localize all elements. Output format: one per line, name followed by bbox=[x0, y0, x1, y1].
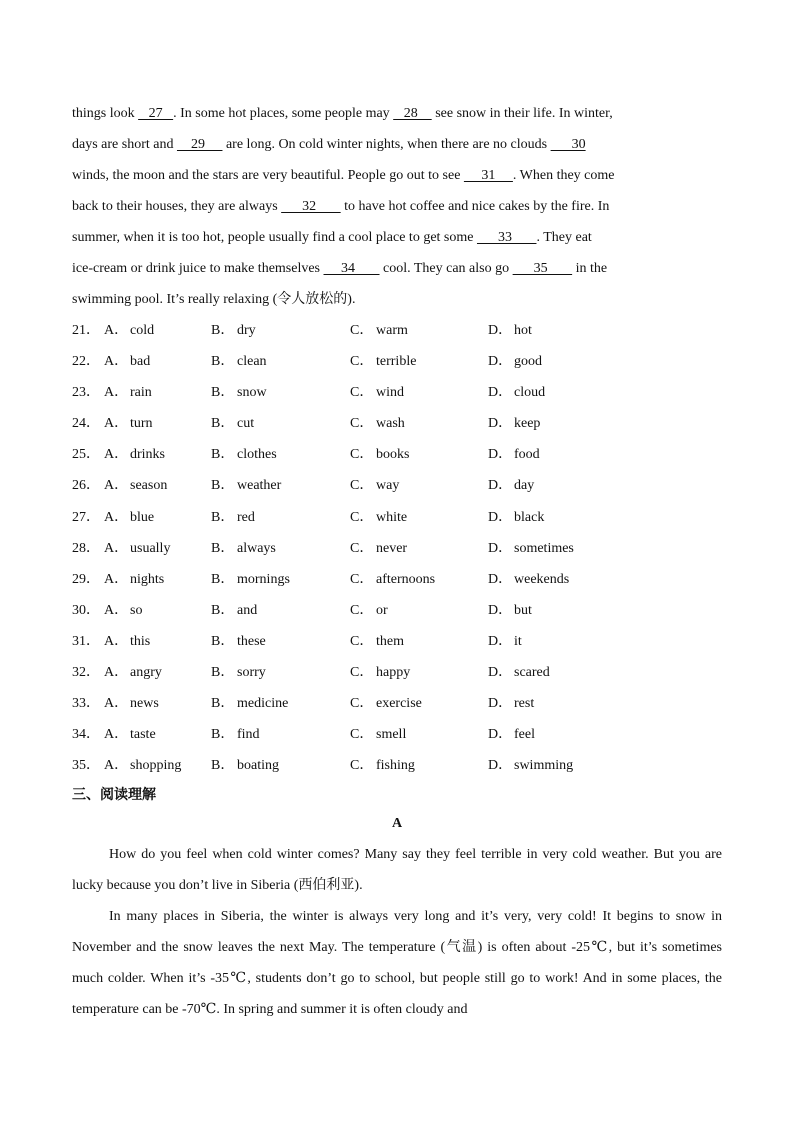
option-c[interactable] bbox=[350, 626, 404, 657]
option-b[interactable] bbox=[211, 657, 266, 688]
exam-page bbox=[72, 98, 722, 1025]
option-a[interactable] bbox=[104, 688, 159, 719]
option-text: them bbox=[376, 633, 404, 649]
question-number: 24． bbox=[72, 416, 100, 432]
question-row bbox=[72, 688, 722, 719]
option-d[interactable] bbox=[488, 595, 532, 626]
option-letter: A． bbox=[104, 416, 129, 432]
option-letter: C． bbox=[350, 447, 374, 463]
cloze-line bbox=[72, 253, 722, 284]
cloze-line bbox=[72, 98, 722, 129]
question-number: 33． bbox=[72, 696, 100, 712]
text: . When they come bbox=[512, 168, 615, 183]
option-a[interactable] bbox=[104, 439, 165, 470]
option-text: feel bbox=[514, 727, 535, 743]
option-letter: B． bbox=[211, 665, 235, 681]
text: How do you feel when cold winter comes? Many say they feel terrible in very cold weather. But you are lucky because you don’t live in Siberia ( bbox=[72, 847, 722, 894]
option-b[interactable] bbox=[211, 564, 290, 595]
option-c[interactable] bbox=[350, 470, 399, 501]
question-number: 28． bbox=[72, 540, 100, 556]
option-letter: D． bbox=[488, 633, 513, 649]
option-text: wind bbox=[376, 385, 404, 401]
option-letter: A． bbox=[104, 633, 129, 649]
option-letter: A． bbox=[104, 447, 129, 463]
option-text: boating bbox=[237, 758, 279, 774]
question-number: 21． bbox=[72, 323, 100, 338]
option-letter: D． bbox=[488, 540, 513, 556]
option-a[interactable] bbox=[104, 346, 150, 377]
blank-32[interactable]: 32 bbox=[281, 199, 341, 214]
option-letter: D． bbox=[488, 323, 513, 338]
text: . They eat bbox=[536, 230, 592, 245]
option-d[interactable] bbox=[488, 657, 550, 688]
option-letter: C． bbox=[350, 633, 374, 649]
option-letter: A． bbox=[104, 509, 129, 525]
question-row bbox=[72, 470, 722, 501]
cjk-gloss: 气温 bbox=[445, 939, 478, 956]
option-letter: B． bbox=[211, 385, 235, 401]
option-d[interactable] bbox=[488, 315, 532, 346]
option-text: food bbox=[514, 447, 540, 463]
option-a[interactable] bbox=[104, 657, 162, 688]
option-letter: C． bbox=[350, 509, 374, 525]
option-c[interactable] bbox=[350, 346, 416, 377]
passage-paragraph bbox=[72, 901, 722, 1025]
option-letter: C． bbox=[350, 540, 374, 556]
option-letter: A． bbox=[104, 665, 129, 681]
option-a[interactable] bbox=[104, 377, 152, 408]
option-d[interactable] bbox=[488, 346, 542, 377]
option-text: black bbox=[514, 509, 545, 525]
option-text: weekends bbox=[514, 571, 570, 587]
option-d[interactable] bbox=[488, 750, 573, 781]
passage-paragraph bbox=[72, 839, 722, 901]
option-text: turn bbox=[130, 416, 153, 432]
option-text: never bbox=[376, 540, 408, 556]
option-letter: D． bbox=[488, 665, 513, 681]
option-text: red bbox=[237, 509, 255, 525]
option-b[interactable] bbox=[211, 315, 256, 346]
option-text: white bbox=[376, 509, 408, 525]
option-b[interactable] bbox=[211, 688, 288, 719]
option-letter: B． bbox=[211, 478, 235, 494]
option-letter: D． bbox=[488, 385, 513, 401]
option-letter: B． bbox=[211, 571, 235, 587]
question-row bbox=[72, 315, 722, 346]
option-letter: D． bbox=[488, 727, 513, 743]
option-a[interactable] bbox=[104, 470, 167, 501]
question-number: 31． bbox=[72, 633, 100, 649]
option-letter: A． bbox=[104, 758, 129, 774]
option-a[interactable] bbox=[104, 719, 156, 750]
option-d[interactable] bbox=[488, 439, 540, 470]
text: back to their houses, they are always bbox=[72, 199, 282, 214]
option-text: nights bbox=[130, 571, 165, 587]
question-row bbox=[72, 377, 722, 408]
option-letter: B． bbox=[211, 633, 235, 649]
option-letter: B． bbox=[211, 509, 235, 525]
option-d[interactable] bbox=[488, 688, 534, 719]
option-text: clean bbox=[237, 354, 267, 370]
text: summer, when it is too hot, people usually find a cool place to get some bbox=[72, 230, 477, 245]
cjk-gloss: 令人放松的 bbox=[277, 291, 348, 307]
option-letter: A． bbox=[104, 478, 129, 494]
option-text: terrible bbox=[376, 354, 417, 370]
option-letter: D． bbox=[488, 447, 513, 463]
option-text: usually bbox=[130, 540, 171, 556]
option-text: exercise bbox=[376, 696, 422, 712]
text: . In some hot places, some people may bbox=[173, 106, 394, 121]
option-letter: B． bbox=[211, 354, 235, 370]
cloze-passage bbox=[72, 98, 722, 315]
option-a[interactable] bbox=[104, 533, 170, 564]
text: cool. They can also go bbox=[379, 261, 513, 276]
text: winds, the moon and the stars are very beautiful. People go out to see bbox=[72, 168, 464, 183]
option-text: sorry bbox=[237, 665, 266, 681]
text: ). bbox=[347, 292, 356, 307]
option-letter: A． bbox=[104, 354, 129, 370]
option-text: but bbox=[514, 602, 532, 618]
option-letter: B． bbox=[211, 758, 235, 774]
option-a[interactable] bbox=[104, 315, 154, 346]
option-d[interactable] bbox=[488, 626, 522, 657]
text: things look bbox=[72, 106, 139, 121]
question-row bbox=[72, 564, 722, 595]
option-text: cold bbox=[130, 323, 155, 338]
blank-28[interactable]: 28 bbox=[393, 106, 432, 121]
text: ) is often about -25℃, but it’s sometimes much colder. When it’s -35℃, students don’t go to school, but people still go to work! And in some places, the temperature can be -70℃. In spring and summer it is often cloudy and bbox=[72, 940, 722, 1018]
option-letter: C． bbox=[350, 323, 374, 338]
option-letter: B． bbox=[211, 416, 235, 432]
cloze-line bbox=[72, 222, 722, 253]
option-b[interactable] bbox=[211, 533, 276, 564]
option-text: always bbox=[237, 540, 276, 556]
option-a[interactable] bbox=[104, 626, 150, 657]
option-text: these bbox=[237, 633, 266, 649]
option-text: season bbox=[130, 478, 168, 494]
question-row bbox=[72, 719, 722, 750]
question-number: 25． bbox=[72, 447, 100, 463]
question-number: 26． bbox=[72, 478, 100, 494]
question-number: 32． bbox=[72, 665, 100, 681]
option-letter: B． bbox=[211, 602, 235, 618]
cloze-line bbox=[72, 284, 722, 315]
question-row bbox=[72, 533, 722, 564]
option-d[interactable] bbox=[488, 564, 569, 595]
blank-33[interactable]: 33 bbox=[476, 230, 537, 245]
option-letter: C． bbox=[350, 385, 374, 401]
text: to have hot coffee and nice cakes by the fire. In bbox=[340, 199, 610, 214]
blank-29[interactable]: 29 bbox=[176, 137, 223, 152]
option-c[interactable] bbox=[350, 408, 405, 439]
text: are long. On cold winter nights, when there are no clouds bbox=[222, 137, 551, 152]
option-text: cloud bbox=[514, 385, 546, 401]
option-text: taste bbox=[130, 727, 156, 743]
option-text: rest bbox=[514, 696, 535, 712]
option-c[interactable] bbox=[350, 315, 408, 346]
text: swimming pool. It’s really relaxing ( bbox=[72, 292, 278, 307]
option-text: sometimes bbox=[514, 540, 574, 556]
option-text: it bbox=[514, 633, 522, 649]
option-c[interactable] bbox=[350, 657, 410, 688]
option-letter: D． bbox=[488, 602, 513, 618]
option-d[interactable] bbox=[488, 470, 534, 501]
option-letter: D． bbox=[488, 758, 513, 774]
option-letter: C． bbox=[350, 696, 374, 712]
option-b[interactable] bbox=[211, 595, 257, 626]
option-a[interactable] bbox=[104, 750, 181, 781]
option-text: good bbox=[514, 354, 542, 370]
text: days are short and bbox=[72, 137, 177, 152]
question-number: 22． bbox=[72, 354, 100, 370]
question-number: 35． bbox=[72, 758, 100, 774]
option-d[interactable] bbox=[488, 502, 544, 533]
option-text: so bbox=[130, 602, 143, 618]
option-a[interactable] bbox=[104, 502, 154, 533]
option-text: swimming bbox=[514, 758, 574, 774]
option-text: cut bbox=[237, 416, 255, 432]
option-letter: A． bbox=[104, 696, 129, 712]
question-row bbox=[72, 346, 722, 377]
option-c[interactable] bbox=[350, 533, 407, 564]
cjk-gloss: 西伯利亚 bbox=[298, 877, 355, 894]
option-letter: D． bbox=[488, 509, 513, 525]
option-letter: A． bbox=[104, 571, 129, 587]
option-d[interactable] bbox=[488, 719, 535, 750]
option-letter: B． bbox=[211, 447, 235, 463]
option-letter: C． bbox=[350, 571, 374, 587]
option-b[interactable] bbox=[211, 502, 255, 533]
option-letter: B． bbox=[211, 727, 235, 743]
cloze-line bbox=[72, 129, 722, 160]
option-text: rain bbox=[130, 385, 152, 401]
question-row bbox=[72, 657, 722, 688]
option-text: dry bbox=[237, 323, 256, 338]
option-letter: D． bbox=[488, 571, 513, 587]
question-row bbox=[72, 595, 722, 626]
option-b[interactable] bbox=[211, 377, 267, 408]
section-title: 三、阅读理解 bbox=[72, 787, 156, 804]
question-row bbox=[72, 408, 722, 439]
option-text: keep bbox=[514, 416, 541, 432]
option-text: afternoons bbox=[376, 571, 436, 587]
blank-30[interactable]: 30 bbox=[550, 137, 586, 152]
option-b[interactable] bbox=[211, 439, 277, 470]
blank-27[interactable]: 27 bbox=[138, 106, 174, 121]
option-text: fishing bbox=[376, 758, 415, 774]
option-text: happy bbox=[376, 665, 411, 681]
option-text: mornings bbox=[237, 571, 290, 587]
option-c[interactable] bbox=[350, 377, 404, 408]
option-c[interactable] bbox=[350, 750, 415, 781]
option-a[interactable] bbox=[104, 595, 142, 626]
blank-34[interactable]: 34 bbox=[323, 261, 380, 276]
option-c[interactable] bbox=[350, 439, 409, 470]
option-text: or bbox=[376, 602, 388, 618]
blank-31[interactable]: 31 bbox=[463, 168, 513, 183]
option-letter: C． bbox=[350, 665, 374, 681]
option-text: way bbox=[376, 478, 400, 494]
option-letter: D． bbox=[488, 354, 513, 370]
question-number: 29． bbox=[72, 571, 100, 587]
option-b[interactable] bbox=[211, 408, 254, 439]
option-text: scared bbox=[514, 665, 550, 681]
option-a[interactable] bbox=[104, 408, 153, 439]
text: see snow in their life. In winter, bbox=[431, 106, 613, 121]
blank-35[interactable]: 35 bbox=[512, 261, 573, 276]
option-letter: A． bbox=[104, 323, 129, 338]
option-d[interactable] bbox=[488, 408, 540, 439]
option-text: snow bbox=[237, 385, 267, 401]
question-row bbox=[72, 626, 722, 657]
text: ice-cream or drink juice to make themselves bbox=[72, 261, 324, 276]
option-c[interactable] bbox=[350, 502, 407, 533]
option-text: drinks bbox=[130, 447, 165, 463]
option-text: and bbox=[237, 602, 258, 618]
text: In many places in Siberia, the winter is always very long and it’s very, very cold! It begins to snow in November and the snow leaves the next May. The temperature ( bbox=[72, 909, 722, 956]
option-d[interactable] bbox=[488, 533, 574, 564]
option-a[interactable] bbox=[104, 564, 164, 595]
option-c[interactable] bbox=[350, 688, 422, 719]
text: in the bbox=[572, 261, 608, 276]
option-b[interactable] bbox=[211, 346, 267, 377]
option-b[interactable] bbox=[211, 470, 281, 501]
option-c[interactable] bbox=[350, 719, 406, 750]
option-letter: B． bbox=[211, 323, 235, 338]
option-text: day bbox=[514, 478, 535, 494]
option-letter: C． bbox=[350, 478, 374, 494]
option-text: weather bbox=[237, 478, 282, 494]
option-b[interactable] bbox=[211, 626, 266, 657]
option-letter: C． bbox=[350, 416, 374, 432]
option-b[interactable] bbox=[211, 750, 279, 781]
option-text: news bbox=[130, 696, 159, 712]
option-text: clothes bbox=[237, 447, 277, 463]
option-text: angry bbox=[130, 665, 162, 681]
option-letter: D． bbox=[488, 478, 513, 494]
question-number: 23． bbox=[72, 385, 100, 401]
question-list bbox=[72, 315, 722, 781]
passage-title: A bbox=[391, 816, 403, 832]
option-text: warm bbox=[376, 323, 408, 338]
question-number: 27． bbox=[72, 509, 100, 525]
option-text: wash bbox=[376, 416, 405, 432]
option-text: blue bbox=[130, 509, 155, 525]
option-text: shopping bbox=[130, 758, 182, 774]
option-text: this bbox=[130, 633, 151, 649]
option-letter: A． bbox=[104, 385, 129, 401]
option-letter: C． bbox=[350, 727, 374, 743]
text: ). bbox=[354, 878, 363, 894]
option-letter: B． bbox=[211, 696, 235, 712]
cloze-line bbox=[72, 160, 722, 191]
option-b[interactable] bbox=[211, 719, 260, 750]
option-text: hot bbox=[514, 323, 532, 338]
option-letter: B． bbox=[211, 540, 235, 556]
option-letter: D． bbox=[488, 416, 513, 432]
option-letter: A． bbox=[104, 540, 129, 556]
option-letter: A． bbox=[104, 727, 129, 743]
option-text: smell bbox=[376, 727, 407, 743]
option-text: find bbox=[237, 727, 260, 743]
option-text: books bbox=[376, 447, 410, 463]
option-letter: D． bbox=[488, 696, 513, 712]
question-row bbox=[72, 439, 722, 470]
question-number: 34． bbox=[72, 727, 100, 743]
option-c[interactable] bbox=[350, 595, 388, 626]
option-d[interactable] bbox=[488, 377, 545, 408]
question-row bbox=[72, 502, 722, 533]
option-text: bad bbox=[130, 354, 151, 370]
option-letter: C． bbox=[350, 602, 374, 618]
option-letter: A． bbox=[104, 602, 129, 618]
question-number: 30． bbox=[72, 602, 100, 618]
question-row bbox=[72, 750, 722, 781]
option-letter: C． bbox=[350, 758, 374, 774]
option-c[interactable] bbox=[350, 564, 435, 595]
option-letter: C． bbox=[350, 354, 374, 370]
cloze-line bbox=[72, 191, 722, 222]
option-text: medicine bbox=[237, 696, 289, 712]
